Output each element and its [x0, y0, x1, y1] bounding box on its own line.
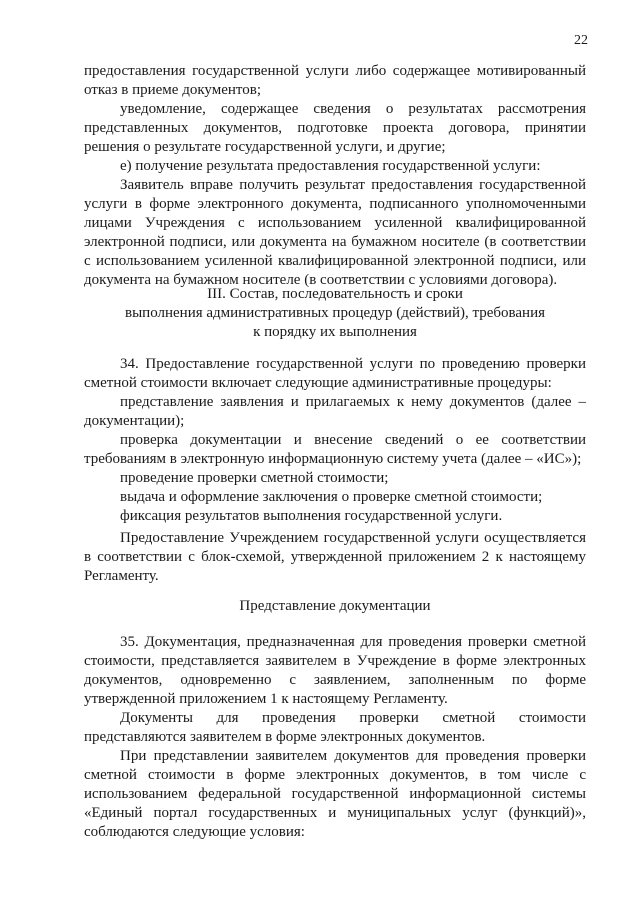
text-line: проведение проверки сметной стоимости;: [120, 470, 389, 486]
heading-line: Представление документации: [239, 598, 431, 614]
text-line: использованием федеральной государственной информационной системы: [84, 786, 586, 802]
text-line: стоимости, представляется заявителем в Учреждение в форме электронных: [84, 653, 586, 669]
heading-line: к порядку их выполнения: [253, 324, 417, 340]
text-line: документа на бумажном носителе (в соответствии с условиями договора).: [84, 272, 558, 288]
text-line: проверка документации и внесение сведений о ее соответствии: [120, 432, 586, 448]
text-line: е) получение результата предоставления государственной услуги:: [120, 158, 541, 174]
text-line: Заявитель вправе получить результат предоставления государственной: [120, 177, 586, 193]
applicant-paragraph: [84, 176, 586, 290]
conditions-paragraph: [84, 747, 586, 842]
paragraph-34: [84, 355, 586, 526]
notice-paragraph: [84, 100, 586, 157]
text-line: 34. Предоставление государственной услуги по проведению проверки: [120, 356, 586, 372]
blockscheme-paragraph: [84, 529, 586, 586]
text-line: Регламенту.: [84, 568, 159, 584]
text-line: услуги в форме электронного документа, подписанного уполномоченными: [84, 196, 586, 212]
text-line: соблюдаются следующие условия:: [84, 824, 305, 840]
text-line: лицами Учреждения с использованием усиленной квалифицированной: [84, 215, 586, 231]
text-line: представление заявления и прилагаемых к нему документов (далее –: [120, 394, 586, 410]
text-line: с использованием усиленной квалифицированной электронной подписи, или: [84, 253, 586, 269]
text-line: фиксация результатов выполнения государственной услуги.: [120, 508, 503, 524]
text-line: электронной подписи, или документа на бумажном носителе (в соответствии: [84, 234, 586, 250]
page-number: 22: [574, 33, 588, 48]
text-line: Предоставление Учреждением государственной услуги осуществляется: [120, 530, 586, 546]
text-line: сметной стоимости включает следующие административные процедуры:: [84, 375, 552, 391]
text-line: представляются заявителем в форме электронных документов.: [84, 729, 486, 745]
paragraph-35: [84, 633, 586, 709]
heading-line: III. Состав, последовательность и сроки: [207, 286, 463, 302]
text-line: уведомление, содержащее сведения о результатах рассмотрения: [120, 101, 586, 117]
section-heading: [84, 285, 586, 342]
text-line: отказ в приеме документов;: [84, 82, 261, 98]
text-line: предоставления государственной услуги либо содержащее мотивированный: [84, 63, 586, 79]
text-line: требованиям в электронную информационную систему учета (далее – «ИС»);: [84, 451, 582, 467]
subsection-heading: [84, 597, 586, 616]
text-line: представленных документов, подготовке проекта договора, принятии: [84, 120, 586, 136]
text-line: решения о результате государственной услуги, и другие;: [84, 139, 446, 155]
text-line: 35. Документация, предназначенная для проведения проверки сметной: [120, 634, 586, 650]
heading-line: выполнения административных процедур (действий), требования: [125, 305, 545, 321]
documents-paragraph: [84, 709, 586, 747]
text-line: выдача и оформление заключения о проверке сметной стоимости;: [120, 489, 543, 505]
item-e-paragraph: [84, 157, 586, 176]
text-line: «Единый портал государственных и муниципальных услуг (функций)»,: [84, 805, 586, 821]
text-line: документов, одновременно с заявлением, заполненным по форме: [84, 672, 586, 688]
text-line: При представлении заявителем документов для проведения проверки: [120, 748, 586, 764]
text-line: утвержденной приложением 1 к настоящему Регламенту.: [84, 691, 448, 707]
text-line: в соответствии с блок-схемой, утвержденной приложением 2 к настоящему: [84, 549, 586, 565]
text-line: документации);: [84, 413, 185, 429]
text-line: сметной стоимости в форме электронных документов, в том числе с: [84, 767, 586, 783]
intro-paragraph: [84, 62, 586, 100]
text-line: Документы для проведения проверки сметной стоимости: [120, 710, 586, 726]
